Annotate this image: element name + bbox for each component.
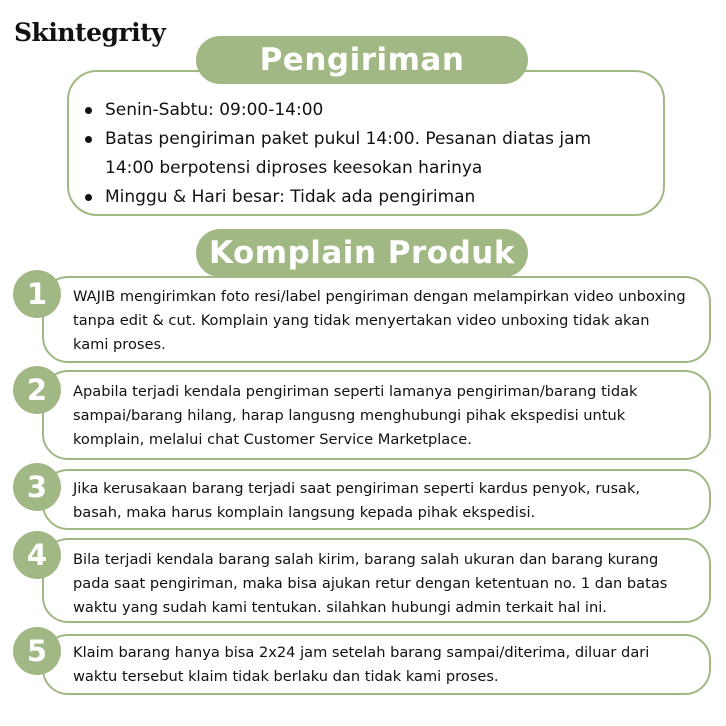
complaint-text: Bila terjadi kendala barang salah kirim, barang salah ukuran dan barang kurang pada saat pengiriman, maka bisa ajukan retur dengan ketentuan no. 1 dan batas waktu yang sudah kami tentukan. silahkan hubungi admin terkait hal ini. <box>73 551 668 616</box>
shipping-item: Minggu & Hari besar: Tidak ada pengiriman <box>105 183 643 212</box>
complaint-card <box>42 370 711 460</box>
complaint-title: Komplain Produk <box>196 229 528 277</box>
brand-logo: Skintegrity <box>14 18 166 47</box>
complaint-card <box>42 276 711 363</box>
shipping-title: Pengiriman <box>196 36 528 84</box>
complaint-card <box>42 634 711 695</box>
complaint-text: Jika kerusakaan barang terjadi saat pengiriman seperti kardus penyok, rusak, basah, maka harus komplain langsung kepada pihak ekspedisi. <box>73 480 641 521</box>
complaint-number-badge: 2 <box>13 366 61 414</box>
shipping-box <box>67 70 665 216</box>
complaint-number-badge: 5 <box>13 627 61 675</box>
complaint-text: WAJIB mengirimkan foto resi/label pengiriman dengan melampirkan video unboxing tanpa edit & cut. Komplain yang tidak menyertakan video unboxing tidak akan kami proses. <box>73 288 686 353</box>
complaint-card <box>42 538 711 623</box>
complaint-text: Apabila terjadi kendala pengiriman seperti lamanya pengiriman/barang tidak sampai/barang hilang, harap langusng menghubungi pihak ekspedisi untuk komplain, melalui chat Customer Service Marketplace. <box>73 383 638 448</box>
complaint-text: Klaim barang hanya bisa 2x24 jam setelah barang sampai/diterima, diluar dari waktu tersebut klaim tidak berlaku dan tidak kami proses. <box>73 644 650 685</box>
complaint-number-badge: 1 <box>13 270 61 318</box>
shipping-item: Senin-Sabtu: 09:00-14:00 <box>105 96 643 125</box>
shipping-item: Batas pengiriman paket pukul 14:00. Pesanan diatas jam 14:00 berpotensi diproses keesokan harinya <box>105 125 643 183</box>
complaint-number-badge: 3 <box>13 463 61 511</box>
complaint-number-badge: 4 <box>13 531 61 579</box>
complaint-card <box>42 469 711 530</box>
shipping-list <box>105 96 643 212</box>
